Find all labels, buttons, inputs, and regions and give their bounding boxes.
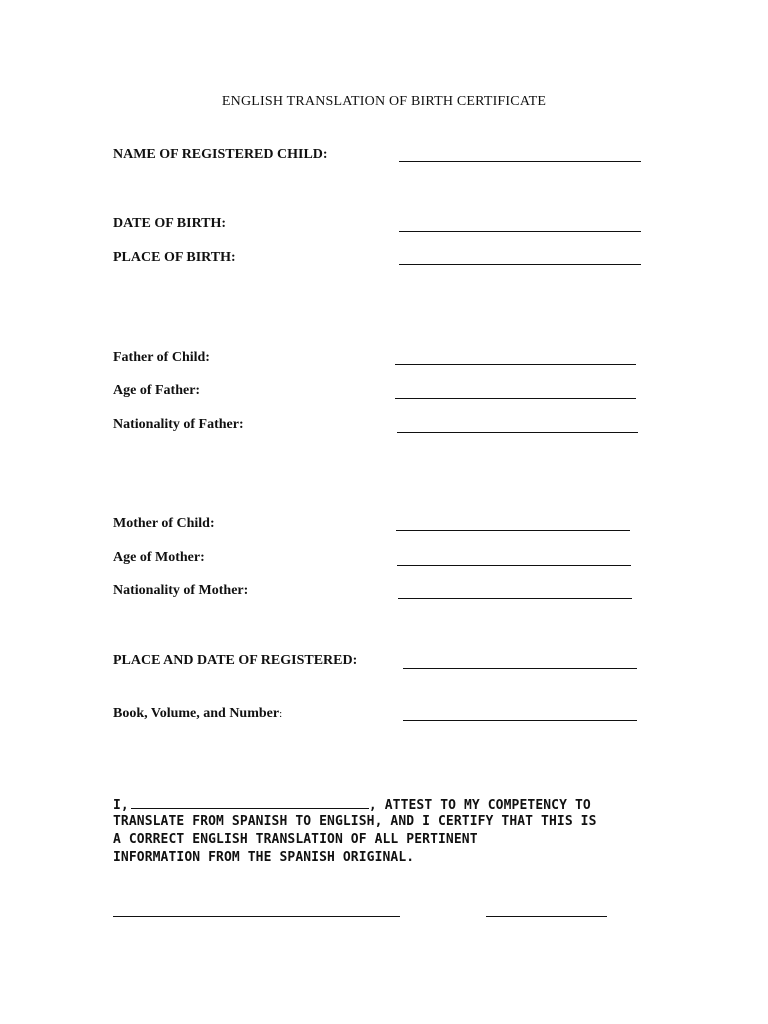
- signature-line[interactable]: [113, 916, 400, 917]
- place-of-birth-label: PLACE OF BIRTH:: [113, 250, 236, 265]
- attestation-line-4: INFORMATION FROM THE SPANISH ORIGINAL.: [113, 850, 415, 865]
- attestation-line-1-suffix: , ATTEST TO MY COMPETENCY TO: [368, 798, 591, 813]
- date-of-birth-label: DATE OF BIRTH:: [113, 216, 227, 231]
- attestation-line-2: TRANSLATE FROM SPANISH TO ENGLISH, AND I CERTIFY THAT THIS IS: [113, 814, 597, 829]
- book-volume-number-label: [113, 706, 282, 722]
- mother-age-field[interactable]: [397, 565, 631, 566]
- book-volume-number-text: Book, Volume, and Number: [113, 706, 280, 721]
- place-of-birth-field[interactable]: [399, 264, 641, 265]
- father-name-field[interactable]: [395, 364, 636, 365]
- mother-age-label: Age of Mother:: [113, 550, 205, 565]
- place-date-registered-label: PLACE AND DATE OF REGISTERED:: [113, 653, 358, 668]
- book-volume-number-field[interactable]: [403, 720, 637, 721]
- date-of-birth-field[interactable]: [399, 231, 641, 232]
- father-nationality-label: Nationality of Father:: [113, 417, 244, 432]
- attestation-line-1: [113, 795, 673, 813]
- mother-name-label: Mother of Child:: [113, 516, 215, 531]
- attestation-prefix: I,: [113, 798, 129, 813]
- registered-child-name-field[interactable]: [399, 161, 641, 162]
- father-age-field[interactable]: [395, 398, 636, 399]
- document-title: ENGLISH TRANSLATION OF BIRTH CERTIFICATE: [221, 94, 547, 109]
- book-volume-number-colon: :: [279, 708, 283, 720]
- mother-nationality-field[interactable]: [398, 598, 632, 599]
- translator-name-field[interactable]: [131, 795, 369, 809]
- father-name-label: Father of Child:: [113, 350, 210, 365]
- mother-name-field[interactable]: [396, 530, 630, 531]
- signature-date-line[interactable]: [486, 916, 607, 917]
- translator-attestation: [113, 795, 673, 867]
- father-age-label: Age of Father:: [113, 383, 201, 398]
- mother-nationality-label: Nationality of Mother:: [113, 583, 249, 598]
- registered-child-name-label: NAME OF REGISTERED CHILD:: [113, 147, 328, 162]
- place-date-registered-field[interactable]: [403, 668, 637, 669]
- father-nationality-field[interactable]: [397, 432, 638, 433]
- attestation-line-3: A CORRECT ENGLISH TRANSLATION OF ALL PERTINENT: [113, 832, 478, 847]
